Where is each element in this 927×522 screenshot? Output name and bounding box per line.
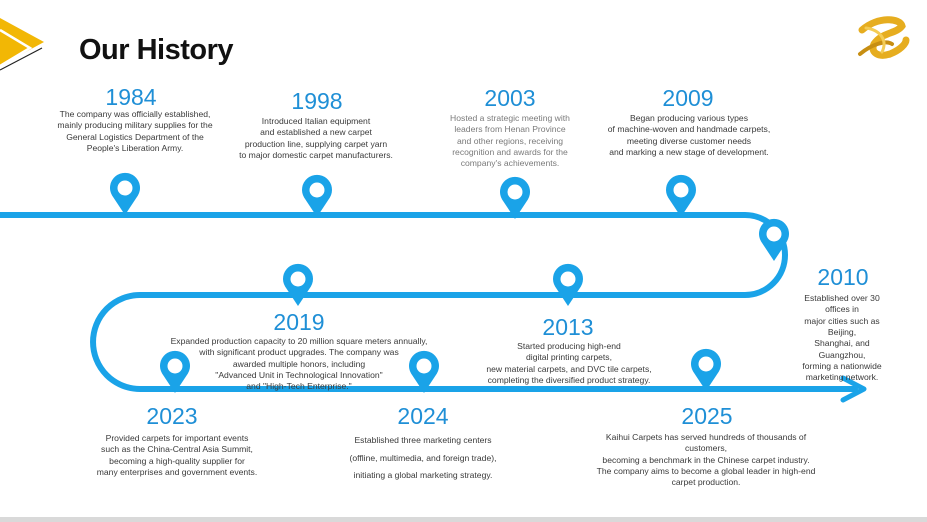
corner-accent-icon [0, 18, 44, 70]
milestone-text: Kaihui Carpets has served hundreds of thousands of customers, becoming a benchmark in the Chinese carpet industry. The company aims to become a global leader in high-end carpet production. [596, 432, 816, 488]
pin-1998-icon [302, 175, 332, 217]
milestone-text: Introduced Italian equipment and established a new carpet production line, supplying carpet yarn to major domestic carpet manufacturers. [239, 116, 393, 161]
milestone-text: Started producing high-end digital printing carpets, new material carpets, and DVC tile carpets, completing the diversified product strategy. [486, 341, 652, 386]
milestone-year: 2024 [397, 403, 449, 429]
milestone-year: 2019 [273, 309, 325, 335]
milestone-text: Expanded production capacity to 20 million square meters annually, with significant product upgrades. The company was awarded multiple honors, including "Advanced Unit in Technological Innovation" and "High-Tech Enterprise." [170, 336, 428, 392]
milestone-year: 1984 [105, 84, 157, 110]
milestone-year: 2003 [484, 85, 536, 111]
milestone-text: Provided carpets for important events such as the China-Central Asia Summit, becoming a high-quality supplier for many enterprises and government events. [96, 433, 258, 478]
milestone-year: 2010 [817, 264, 869, 290]
milestone-year: 1998 [291, 88, 343, 114]
milestone-text: Hosted a strategic meeting with leaders from Henan Province and other regions, receiving recognition and awards for the company's achievements. [450, 113, 570, 169]
milestone-year: 2025 [681, 403, 733, 429]
golden-ribbon-logo-icon [860, 20, 906, 56]
milestone-year: 2009 [662, 85, 714, 111]
milestone-year: 2013 [542, 314, 594, 340]
pin-2009-icon [666, 175, 696, 217]
milestone-text: Began producing various types of machine-woven and handmade carpets, meeting diverse customer needs and marking a new stage of development. [607, 113, 771, 158]
footer-divider [0, 517, 927, 522]
milestone-text: Established three marketing centers (offline, multimedia, and foreign trade), initiating a global marketing strategy. [349, 435, 497, 481]
milestone-text: The company was officially established, mainly producing military supplies for the General Logistics Department of the People's Liberation Army. [57, 109, 213, 154]
pin-2013-icon [553, 264, 583, 306]
pin-1984-icon [110, 173, 140, 215]
page-title: Our History [79, 34, 234, 66]
pin-2019-icon [283, 264, 313, 306]
milestone-year: 2023 [146, 403, 198, 429]
pin-2025-icon [691, 349, 721, 391]
milestone-text: Established over 30 offices in major cities such as Beijing, Shanghai, and Guangzhou, forming a nationwide marketing network. [802, 293, 882, 383]
